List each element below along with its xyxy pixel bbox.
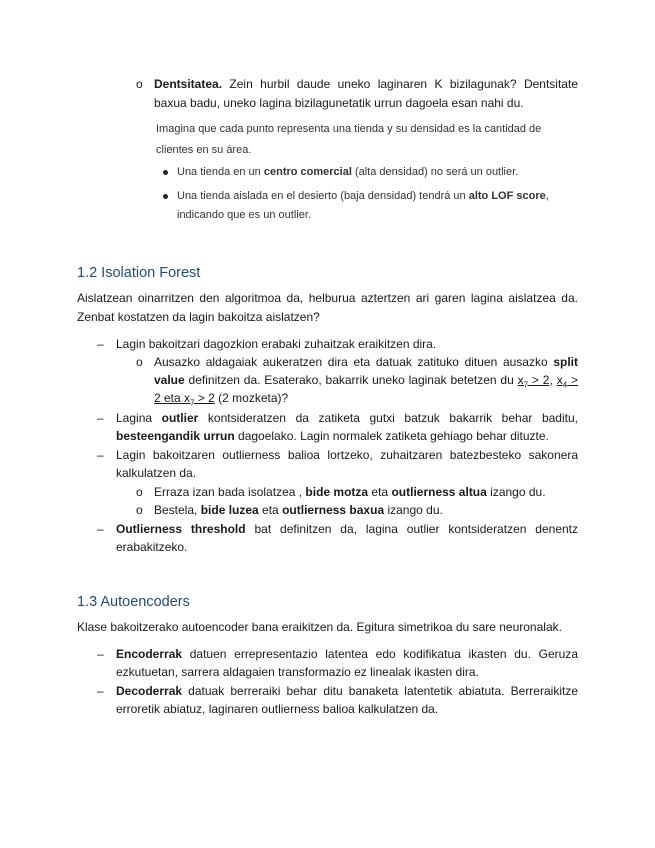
isolation-item-1-sub-line-2: value definitzen da. Esaterako, bakarrik uneko laginak betetzen du $x_7 > 2$, $x_4$ > — [154, 373, 579, 390]
image-text-line-1: Imagina que cada punto representa una tienda y su densidad es la cantidad de — [156, 123, 542, 135]
section-heading-isolation-forest: 1.2 Isolation Forest — [77, 265, 201, 281]
section-heading-autoencoders: 1.3 Autoencoders — [77, 594, 190, 610]
image-bullet-dot — [163, 194, 168, 199]
embedded-example-image — [150, 118, 550, 226]
sub-bullet-marker: o — [136, 77, 143, 91]
autoencoders-item-1-line-2: ezkutuetan, sarrera aldagaien transformazio ez linealak ikasten dira. — [116, 665, 479, 679]
density-line-2: baxua badu, uneko lagina bizilagunetatik urrun dagoela esan nahi du. — [154, 96, 524, 110]
density-line-1: Dentsitatea. Zein hurbil daude uneko laginaren K bizilagunak? Dentsitate — [154, 77, 578, 91]
sub-bullet-marker: o — [136, 503, 143, 517]
isolation-item-2-line-1: Lagina outlier kontsideratzen da zatiketa gutxi batzuk bakarrik behar baditu, — [116, 411, 578, 425]
image-bullet-2-line-2: indicando que es un outlier. — [177, 209, 311, 221]
isolation-item-3-sub-1: Erraza izan bada isolatzea , bide motza eta outlierness altua izango du. — [154, 485, 546, 499]
isolation-item-3-line-2: kalkulatzen da. — [116, 466, 197, 480]
sub-bullet-marker: o — [136, 355, 143, 369]
autoencoders-item-1-line-1: Encoderrak datuen errepresentazio latentea edo kodifikatua ikasten du. Geruza — [116, 647, 578, 661]
autoencoders-item-2-line-1: Decoderrak datuak berreraiki behar ditu banaketa latentetik abiatuta. Berreraikitze — [116, 684, 578, 698]
image-text-line-2: clientes en su área. — [156, 144, 252, 156]
dash-bullet: – — [97, 411, 104, 425]
dash-bullet: – — [97, 448, 104, 462]
image-bullet-dot — [163, 170, 168, 175]
dash-bullet: – — [97, 647, 104, 661]
dash-bullet: – — [97, 684, 104, 698]
isolation-item-1-sub-line-1: Ausazko aldagaiak aukeratzen dira eta datuak zatituko dituen ausazko split — [154, 355, 578, 369]
dash-bullet: – — [97, 337, 104, 351]
isolation-item-1: Lagin bakoitzari dagozkion erabaki zuhaitzak eraikitzen dira. — [116, 337, 437, 351]
isolation-intro-line-2: Zenbat kostatzen da lagin bakoitza aislatzen? — [77, 310, 320, 324]
isolation-item-4-line-1: Outlierness threshold bat definitzen da, lagina outlier kontsideratzen denentz — [116, 522, 579, 536]
isolation-item-4-line-2: erabakitzeko. — [116, 540, 188, 554]
autoencoders-item-2-line-2: erroretik abiatuz, laginaren outlierness balioa kalkulatzen da. — [116, 702, 439, 716]
isolation-item-1-sub-line-3: 2 eta $x_7 > 2$ (2 mozketa)? — [154, 391, 289, 408]
isolation-item-3-line-1: Lagin bakoitzaren outlierness balioa lortzeko, zuhaitzaren batezbesteko sakonera — [116, 448, 578, 462]
isolation-item-2-line-2: besteengandik urrun dagoelako. Lagin normalek zatiketa gehiago behar dituzte. — [116, 429, 549, 443]
dash-bullet: – — [97, 522, 104, 536]
isolation-intro-line-1: Aislatzean oinarritzen den algoritmoa da, helburua aztertzen ari garen lagina aislatzea da. — [77, 291, 578, 305]
image-bullet-1: Una tienda en un centro comercial (alta densidad) no será un outlier. — [177, 166, 519, 178]
image-bullet-2: Una tienda aislada en el desierto (baja densidad) tendrá un alto LOF score, — [177, 190, 549, 202]
isolation-item-3-sub-2: Bestela, bide luzea eta outlierness baxua izango du. — [154, 503, 443, 517]
autoencoders-intro: Klase bakoitzerako autoencoder bana eraikitzen da. Egitura simetrikoa du sare neuronalak. — [77, 620, 562, 634]
sub-bullet-marker: o — [136, 485, 143, 499]
